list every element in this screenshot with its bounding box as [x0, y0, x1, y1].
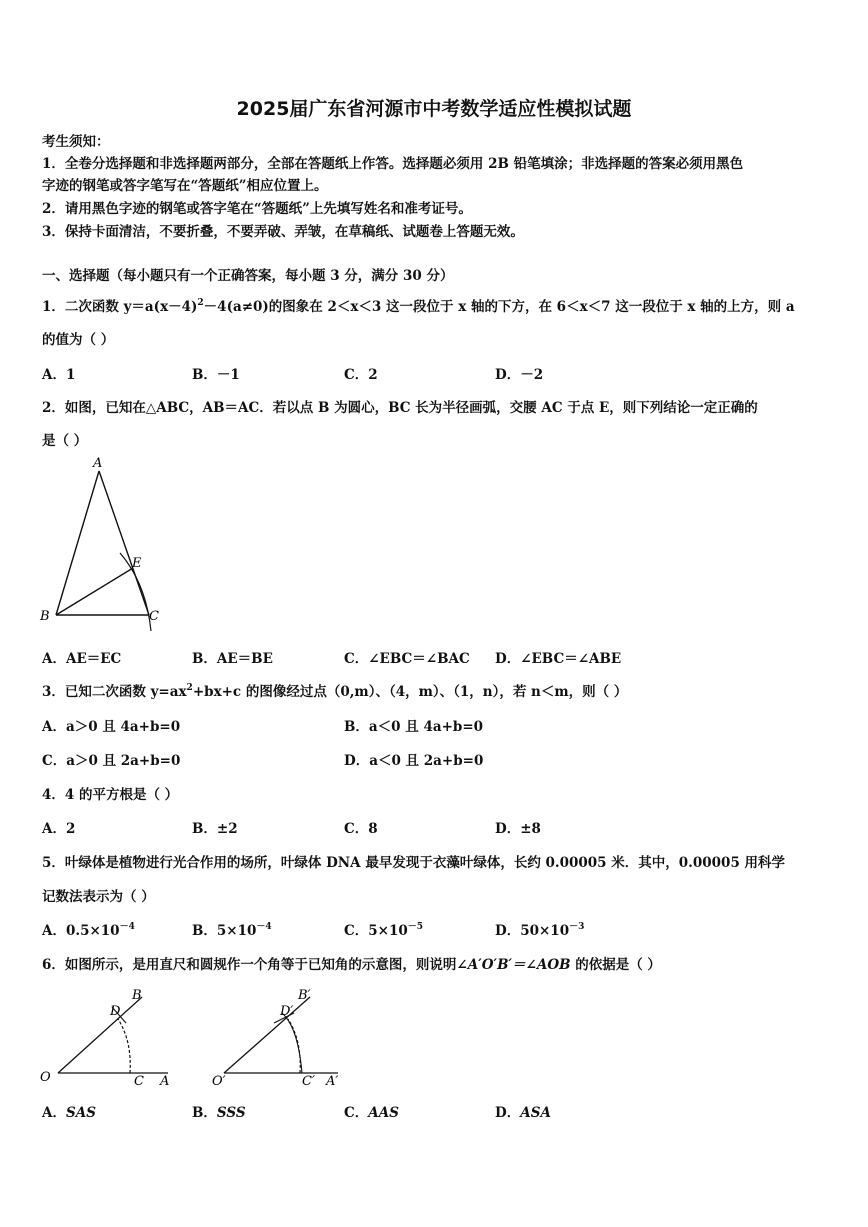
q5-option-a-base: A．0.5×10 — [42, 923, 120, 939]
q6-text-b: 的依据是（ ） — [570, 957, 661, 973]
q3-option-c[interactable]: C．a＞0 且 2a+b=0 — [42, 753, 181, 769]
q5-option-b-exp: －4 — [256, 922, 272, 932]
ray-ob — [58, 997, 142, 1073]
q5-option-b-base: B．5×10 — [192, 923, 257, 939]
q5-option-d-exp: －3 — [569, 922, 585, 932]
question-4-line: 4．4 的平方根是（ ） — [42, 787, 179, 803]
notice-item-1-cont: 字迹的钢笔或答字笔写在“答题纸”相应位置上。 — [42, 178, 328, 194]
label-c2: C′ — [302, 1074, 315, 1089]
q5-option-c-base: C．5×10 — [344, 923, 408, 939]
q5-option-a-exp: －4 — [119, 922, 135, 932]
q1-option-a[interactable]: A．1 — [42, 367, 76, 383]
q1-exponent: 2 — [197, 298, 204, 308]
q5-option-a[interactable] — [42, 922, 135, 940]
label-e: E — [132, 556, 142, 571]
question-2-line-1: 2．如图，已知在△ABC，AB＝AC．若以点 B 为圆心，BC 长为半径画弧，交腰 AC 于点 E，则下列结论一定正确的 — [42, 400, 758, 416]
question-2-line-2: 是（ ） — [42, 433, 88, 449]
q2-option-d[interactable]: D．∠EBC＝∠ABE — [495, 651, 622, 667]
notice-item-1: 1．全卷分选择题和非选择题两部分，全部在答题纸上作答。选择题必须用 2B 铅笔填涂；非选择题的答案必须用黑色 — [42, 156, 744, 172]
label-d2: D′ — [280, 1004, 294, 1019]
label-a2: A′ — [326, 1074, 339, 1089]
q6-angle-relation: ∠A′O′B′＝∠AOB — [456, 957, 571, 973]
q3-exponent: 2 — [186, 683, 193, 693]
arc-mark-d2 — [282, 1013, 302, 1073]
q2-option-a[interactable]: A．AE＝EC — [42, 651, 122, 667]
q5-option-d-base: D．50×10 — [495, 923, 570, 939]
page-title: 2025届广东省河源市中考数学适应性模拟试题 — [236, 98, 632, 120]
q4-option-d[interactable]: D．±8 — [495, 821, 541, 837]
q6-option-b-text: SSS — [216, 1105, 246, 1121]
q6-option-b[interactable] — [192, 1104, 246, 1122]
q1-text-b: －4(a≠0)的图象在 2＜x＜3 这一段位于 x 轴的下方，在 6＜x＜7 这一段位于 x 轴的上方，则 a — [203, 299, 795, 315]
notice-heading: 考生须知： — [42, 134, 110, 150]
q3-option-d[interactable]: D．a＜0 且 2a+b=0 — [344, 753, 484, 769]
label-a: A — [160, 1074, 170, 1089]
q1-option-c[interactable]: C．2 — [344, 367, 378, 383]
question-6-line — [42, 956, 832, 974]
q6-option-c-text: AAS — [368, 1105, 399, 1121]
q3-option-a[interactable]: A．a＞0 且 4a+b=0 — [42, 719, 181, 735]
q5-option-c[interactable] — [344, 922, 423, 940]
question-3-line — [42, 683, 832, 701]
q3-text-a: 3．已知二次函数 y=ax — [42, 684, 187, 700]
arc-cd — [118, 1019, 130, 1073]
label-c: C — [134, 1074, 144, 1089]
q6-option-d[interactable] — [495, 1104, 551, 1122]
q4-option-a[interactable]: A．2 — [42, 821, 76, 837]
question-1-line-1 — [42, 298, 832, 316]
label-c: C — [149, 609, 159, 624]
q1-option-b[interactable]: B．－1 — [192, 367, 240, 383]
label-a: A — [93, 456, 103, 471]
q6-angle-construction-figure — [36, 983, 356, 1093]
q2-triangle-figure — [36, 455, 176, 635]
ray-o2b2 — [224, 997, 310, 1073]
segment-ac — [99, 471, 149, 615]
question-1-line-2: 的值为（ ） — [42, 332, 115, 348]
q1-text-a: 1．二次函数 y＝a(x－4) — [42, 299, 198, 315]
label-o2: O′ — [212, 1074, 226, 1089]
q6-option-b-prefix: B． — [192, 1105, 217, 1121]
label-b: B — [132, 988, 142, 1003]
q4-option-c[interactable]: C．8 — [344, 821, 378, 837]
q2-option-b[interactable]: B．AE＝BE — [192, 651, 273, 667]
q3-option-b[interactable]: B．a＜0 且 4a+b=0 — [344, 719, 484, 735]
q6-option-d-prefix: D． — [495, 1105, 521, 1121]
q2-option-c[interactable]: C．∠EBC＝∠BAC — [344, 651, 470, 667]
notice-item-3: 3．保持卡面清洁，不要折叠，不要弄破、弄皱，在草稿纸、试题卷上答题无效。 — [42, 224, 524, 240]
label-o: O — [40, 1070, 51, 1085]
question-5-line-1: 5．叶绿体是植物进行光合作用的场所，叶绿体 DNA 最早发现于衣藻叶绿体，长约 0.00005 米．其中，0.00005 用科学 — [42, 855, 786, 871]
label-b: B — [40, 609, 50, 624]
label-b2: B′ — [298, 988, 311, 1003]
q6-option-a[interactable] — [42, 1104, 96, 1122]
q5-option-c-exp: －5 — [407, 922, 424, 932]
q4-option-b[interactable]: B．±2 — [192, 821, 238, 837]
q6-option-a-text: SAS — [65, 1105, 96, 1121]
q1-option-d[interactable]: D．－2 — [495, 367, 544, 383]
notice-item-2: 2．请用黑色字迹的钢笔或答字笔在“答题纸”上先填写姓名和准考证号。 — [42, 201, 472, 217]
question-5-line-2: 记数法表示为（ ） — [42, 889, 155, 905]
label-d: D — [110, 1004, 121, 1019]
section-heading: 一、选择题（每小题只有一个正确答案，每小题 3 分，满分 30 分） — [42, 268, 454, 284]
q6-text-a: 6．如图所示，是用直尺和圆规作一个角等于已知角的示意图，则说明 — [42, 957, 457, 973]
q6-option-a-prefix: A． — [42, 1105, 66, 1121]
q6-option-c-prefix: C． — [344, 1105, 369, 1121]
q6-option-c[interactable] — [344, 1104, 399, 1122]
q6-option-d-text: ASA — [520, 1105, 551, 1121]
q3-text-b: +bx+c 的图像经过点（0,m）、（4，m）、（1，n），若 n＜m，则（ ） — [192, 684, 628, 700]
q5-option-d[interactable] — [495, 922, 584, 940]
q5-option-b[interactable] — [192, 922, 272, 940]
